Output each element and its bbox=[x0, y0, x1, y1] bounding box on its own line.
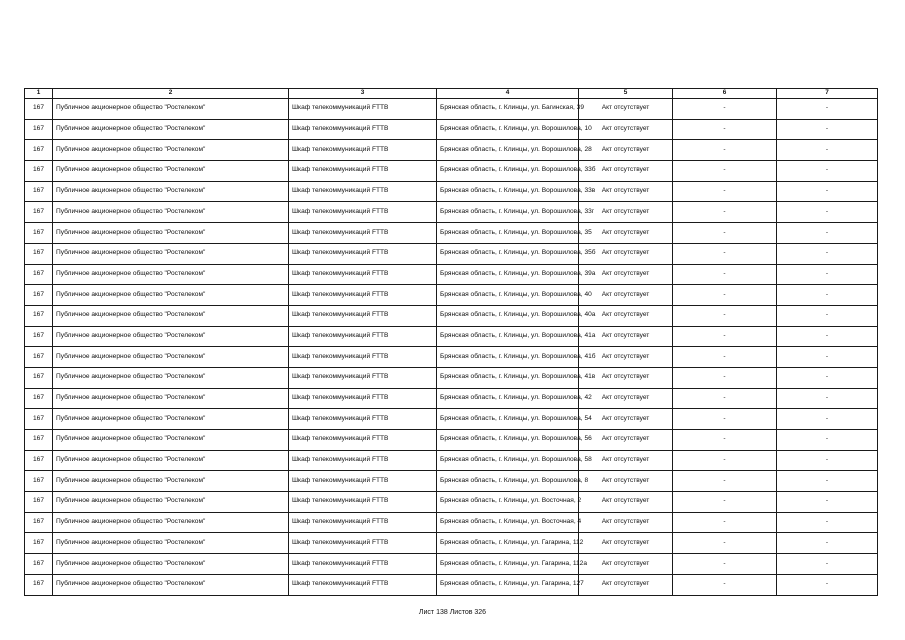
column-6-value-cell: - bbox=[673, 450, 777, 471]
organization-name-cell: Публичное акционерное общество "Ростелеком" bbox=[53, 223, 289, 244]
act-status-cell: Акт отсутствует bbox=[579, 554, 673, 575]
table-body bbox=[25, 99, 878, 596]
address-cell: Брянская область, г. Клинцы, ул. Гагарина, 112 bbox=[437, 533, 579, 554]
organization-name-cell: Публичное акционерное общество "Ростелеком" bbox=[53, 140, 289, 161]
table-row bbox=[25, 409, 878, 430]
object-type-cell: Шкаф телекоммуникаций FTTB bbox=[289, 202, 437, 223]
address-cell: Брянская область, г. Клинцы, ул. Гагарина, 127 bbox=[437, 574, 579, 595]
column-6-value-cell: - bbox=[673, 492, 777, 513]
act-status-cell: Акт отсутствует bbox=[579, 305, 673, 326]
column-7-value-cell: - bbox=[777, 285, 878, 306]
act-status-cell: Акт отсутствует bbox=[579, 161, 673, 182]
header-cell-6: 6 bbox=[673, 89, 777, 99]
act-status-cell: Акт отсутствует bbox=[579, 450, 673, 471]
act-status-cell: Акт отсутствует bbox=[579, 181, 673, 202]
table-row bbox=[25, 450, 878, 471]
object-type-cell: Шкаф телекоммуникаций FTTB bbox=[289, 326, 437, 347]
table-row bbox=[25, 430, 878, 451]
object-type-cell: Шкаф телекоммуникаций FTTB bbox=[289, 161, 437, 182]
act-status-cell: Акт отсутствует bbox=[579, 574, 673, 595]
column-6-value-cell: - bbox=[673, 554, 777, 575]
act-status-cell: Акт отсутствует bbox=[579, 285, 673, 306]
column-6-value-cell: - bbox=[673, 326, 777, 347]
organization-name-cell: Публичное акционерное общество "Ростелеком" bbox=[53, 554, 289, 575]
column-7-value-cell: - bbox=[777, 99, 878, 120]
table-row bbox=[25, 347, 878, 368]
table-row bbox=[25, 202, 878, 223]
header-cell-2: 2 bbox=[53, 89, 289, 99]
act-status-cell: Акт отсутствует bbox=[579, 202, 673, 223]
object-type-cell: Шкаф телекоммуникаций FTTB bbox=[289, 492, 437, 513]
column-6-value-cell: - bbox=[673, 305, 777, 326]
column-7-value-cell: - bbox=[777, 181, 878, 202]
header-cell-5: 5 bbox=[579, 89, 673, 99]
table-row bbox=[25, 305, 878, 326]
table-row bbox=[25, 471, 878, 492]
address-cell: Брянская область, г. Клинцы, ул. Ворошилова, 40 bbox=[437, 285, 579, 306]
organization-name-cell: Публичное акционерное общество "Ростелеком" bbox=[53, 243, 289, 264]
registry-number-cell: 167 bbox=[25, 450, 53, 471]
registry-number-cell: 167 bbox=[25, 202, 53, 223]
registry-number-cell: 167 bbox=[25, 492, 53, 513]
registry-number-cell: 167 bbox=[25, 512, 53, 533]
table-row bbox=[25, 574, 878, 595]
registry-number-cell: 167 bbox=[25, 119, 53, 140]
organization-name-cell: Публичное акционерное общество "Ростелеком" bbox=[53, 285, 289, 306]
column-6-value-cell: - bbox=[673, 347, 777, 368]
column-6-value-cell: - bbox=[673, 512, 777, 533]
column-7-value-cell: - bbox=[777, 326, 878, 347]
address-cell: Брянская область, г. Клинцы, ул. Ворошилова, 28 bbox=[437, 140, 579, 161]
column-7-value-cell: - bbox=[777, 492, 878, 513]
column-6-value-cell: - bbox=[673, 119, 777, 140]
object-type-cell: Шкаф телекоммуникаций FTTB bbox=[289, 533, 437, 554]
object-type-cell: Шкаф телекоммуникаций FTTB bbox=[289, 388, 437, 409]
table-row bbox=[25, 533, 878, 554]
act-status-cell: Акт отсутствует bbox=[579, 243, 673, 264]
column-7-value-cell: - bbox=[777, 305, 878, 326]
object-type-cell: Шкаф телекоммуникаций FTTB bbox=[289, 347, 437, 368]
page-counter: Лист 138 Листов 326 bbox=[418, 609, 487, 616]
column-6-value-cell: - bbox=[673, 223, 777, 244]
address-cell: Брянская область, г. Клинцы, ул. Багинская, 39 bbox=[437, 99, 579, 120]
registry-number-cell: 167 bbox=[25, 243, 53, 264]
organization-name-cell: Публичное акционерное общество "Ростелеком" bbox=[53, 264, 289, 285]
address-cell: Брянская область, г. Клинцы, ул. Ворошилова, 41б bbox=[437, 347, 579, 368]
column-7-value-cell: - bbox=[777, 264, 878, 285]
act-status-cell: Акт отсутствует bbox=[579, 533, 673, 554]
table-row bbox=[25, 554, 878, 575]
table-row bbox=[25, 285, 878, 306]
act-status-cell: Акт отсутствует bbox=[579, 492, 673, 513]
organization-name-cell: Публичное акционерное общество "Ростелеком" bbox=[53, 471, 289, 492]
organization-name-cell: Публичное акционерное общество "Ростелеком" bbox=[53, 161, 289, 182]
column-6-value-cell: - bbox=[673, 140, 777, 161]
registry-number-cell: 167 bbox=[25, 388, 53, 409]
act-status-cell: Акт отсутствует bbox=[579, 409, 673, 430]
registry-number-cell: 167 bbox=[25, 223, 53, 244]
act-status-cell: Акт отсутствует bbox=[579, 140, 673, 161]
registry-number-cell: 167 bbox=[25, 533, 53, 554]
header-cell-1: 1 bbox=[25, 89, 53, 99]
registry-number-cell: 167 bbox=[25, 367, 53, 388]
act-status-cell: Акт отсутствует bbox=[579, 430, 673, 451]
column-6-value-cell: - bbox=[673, 367, 777, 388]
object-type-cell: Шкаф телекоммуникаций FTTB bbox=[289, 367, 437, 388]
address-cell: Брянская область, г. Клинцы, ул. Ворошилова, 33г bbox=[437, 202, 579, 223]
column-7-value-cell: - bbox=[777, 388, 878, 409]
column-7-value-cell: - bbox=[777, 512, 878, 533]
address-cell: Брянская область, г. Клинцы, ул. Восточная, 4 bbox=[437, 512, 579, 533]
table-row bbox=[25, 181, 878, 202]
address-cell: Брянская область, г. Клинцы, ул. Ворошилова, 58 bbox=[437, 450, 579, 471]
object-type-cell: Шкаф телекоммуникаций FTTB bbox=[289, 285, 437, 306]
organization-name-cell: Публичное акционерное общество "Ростелеком" bbox=[53, 388, 289, 409]
act-status-cell: Акт отсутствует bbox=[579, 367, 673, 388]
organization-name-cell: Публичное акционерное общество "Ростелеком" bbox=[53, 430, 289, 451]
column-7-value-cell: - bbox=[777, 450, 878, 471]
column-6-value-cell: - bbox=[673, 99, 777, 120]
table-row bbox=[25, 512, 878, 533]
column-7-value-cell: - bbox=[777, 430, 878, 451]
organization-name-cell: Публичное акционерное общество "Ростелеком" bbox=[53, 347, 289, 368]
column-6-value-cell: - bbox=[673, 264, 777, 285]
registry-number-cell: 167 bbox=[25, 140, 53, 161]
table-row bbox=[25, 243, 878, 264]
column-6-value-cell: - bbox=[673, 409, 777, 430]
registry-number-cell: 167 bbox=[25, 471, 53, 492]
registry-table bbox=[24, 88, 878, 596]
column-7-value-cell: - bbox=[777, 161, 878, 182]
object-type-cell: Шкаф телекоммуникаций FTTB bbox=[289, 409, 437, 430]
column-7-value-cell: - bbox=[777, 554, 878, 575]
column-6-value-cell: - bbox=[673, 574, 777, 595]
registry-number-cell: 167 bbox=[25, 326, 53, 347]
column-6-value-cell: - bbox=[673, 243, 777, 264]
address-cell: Брянская область, г. Клинцы, ул. Ворошилова, 33в bbox=[437, 181, 579, 202]
object-type-cell: Шкаф телекоммуникаций FTTB bbox=[289, 430, 437, 451]
column-6-value-cell: - bbox=[673, 161, 777, 182]
act-status-cell: Акт отсутствует bbox=[579, 471, 673, 492]
object-type-cell: Шкаф телекоммуникаций FTTB bbox=[289, 574, 437, 595]
registry-number-cell: 167 bbox=[25, 285, 53, 306]
column-7-value-cell: - bbox=[777, 533, 878, 554]
object-type-cell: Шкаф телекоммуникаций FTTB bbox=[289, 140, 437, 161]
column-7-value-cell: - bbox=[777, 119, 878, 140]
registry-number-cell: 167 bbox=[25, 554, 53, 575]
address-cell: Брянская область, г. Клинцы, ул. Ворошилова, 56 bbox=[437, 430, 579, 451]
organization-name-cell: Публичное акционерное общество "Ростелеком" bbox=[53, 574, 289, 595]
table-row bbox=[25, 492, 878, 513]
table-row bbox=[25, 99, 878, 120]
address-cell: Брянская область, г. Клинцы, ул. Ворошилова, 41в bbox=[437, 367, 579, 388]
address-cell: Брянская область, г. Клинцы, ул. Ворошилова, 8 bbox=[437, 471, 579, 492]
act-status-cell: Акт отсутствует bbox=[579, 264, 673, 285]
object-type-cell: Шкаф телекоммуникаций FTTB bbox=[289, 512, 437, 533]
registry-number-cell: 167 bbox=[25, 99, 53, 120]
act-status-cell: Акт отсутствует bbox=[579, 119, 673, 140]
object-type-cell: Шкаф телекоммуникаций FTTB bbox=[289, 119, 437, 140]
column-7-value-cell: - bbox=[777, 202, 878, 223]
header-cell-4: 4 bbox=[437, 89, 579, 99]
object-type-cell: Шкаф телекоммуникаций FTTB bbox=[289, 305, 437, 326]
organization-name-cell: Публичное акционерное общество "Ростелеком" bbox=[53, 305, 289, 326]
table-row bbox=[25, 326, 878, 347]
act-status-cell: Акт отсутствует bbox=[579, 388, 673, 409]
column-7-value-cell: - bbox=[777, 574, 878, 595]
column-6-value-cell: - bbox=[673, 202, 777, 223]
organization-name-cell: Публичное акционерное общество "Ростелеком" bbox=[53, 492, 289, 513]
organization-name-cell: Публичное акционерное общество "Ростелеком" bbox=[53, 367, 289, 388]
act-status-cell: Акт отсутствует bbox=[579, 99, 673, 120]
address-cell: Брянская область, г. Клинцы, ул. Ворошилова, 40а bbox=[437, 305, 579, 326]
organization-name-cell: Публичное акционерное общество "Ростелеком" bbox=[53, 533, 289, 554]
table-row bbox=[25, 264, 878, 285]
address-cell: Брянская область, г. Клинцы, ул. Ворошилова, 41а bbox=[437, 326, 579, 347]
table-header bbox=[25, 89, 878, 99]
address-cell: Брянская область, г. Клинцы, ул. Ворошилова, 39а bbox=[437, 264, 579, 285]
object-type-cell: Шкаф телекоммуникаций FTTB bbox=[289, 554, 437, 575]
object-type-cell: Шкаф телекоммуникаций FTTB bbox=[289, 450, 437, 471]
act-status-cell: Акт отсутствует bbox=[579, 223, 673, 244]
organization-name-cell: Публичное акционерное общество "Ростелеком" bbox=[53, 99, 289, 120]
address-cell: Брянская область, г. Клинцы, ул. Ворошилова, 33б bbox=[437, 161, 579, 182]
table-row bbox=[25, 119, 878, 140]
table-row bbox=[25, 161, 878, 182]
table-row bbox=[25, 367, 878, 388]
table-row bbox=[25, 223, 878, 244]
act-status-cell: Акт отсутствует bbox=[579, 512, 673, 533]
column-7-value-cell: - bbox=[777, 223, 878, 244]
registry-number-cell: 167 bbox=[25, 409, 53, 430]
organization-name-cell: Публичное акционерное общество "Ростелеком" bbox=[53, 450, 289, 471]
column-7-value-cell: - bbox=[777, 471, 878, 492]
address-cell: Брянская область, г. Клинцы, ул. Ворошилова, 35б bbox=[437, 243, 579, 264]
address-cell: Брянская область, г. Клинцы, ул. Ворошилова, 42 bbox=[437, 388, 579, 409]
organization-name-cell: Публичное акционерное общество "Ростелеком" bbox=[53, 202, 289, 223]
column-7-value-cell: - bbox=[777, 243, 878, 264]
object-type-cell: Шкаф телекоммуникаций FTTB bbox=[289, 181, 437, 202]
table-row bbox=[25, 388, 878, 409]
object-type-cell: Шкаф телекоммуникаций FTTB bbox=[289, 264, 437, 285]
column-6-value-cell: - bbox=[673, 471, 777, 492]
column-7-value-cell: - bbox=[777, 409, 878, 430]
column-7-value-cell: - bbox=[777, 140, 878, 161]
object-type-cell: Шкаф телекоммуникаций FTTB bbox=[289, 99, 437, 120]
act-status-cell: Акт отсутствует bbox=[579, 347, 673, 368]
column-6-value-cell: - bbox=[673, 533, 777, 554]
object-type-cell: Шкаф телекоммуникаций FTTB bbox=[289, 471, 437, 492]
column-6-value-cell: - bbox=[673, 285, 777, 306]
address-cell: Брянская область, г. Клинцы, ул. Восточная, 2 bbox=[437, 492, 579, 513]
address-cell: Брянская область, г. Клинцы, ул. Ворошилова, 54 bbox=[437, 409, 579, 430]
header-cell-7: 7 bbox=[777, 89, 878, 99]
object-type-cell: Шкаф телекоммуникаций FTTB bbox=[289, 223, 437, 244]
registry-number-cell: 167 bbox=[25, 264, 53, 285]
organization-name-cell: Публичное акционерное общество "Ростелеком" bbox=[53, 409, 289, 430]
registry-number-cell: 167 bbox=[25, 430, 53, 451]
address-cell: Брянская область, г. Клинцы, ул. Гагарина, 112а bbox=[437, 554, 579, 575]
registry-number-cell: 167 bbox=[25, 347, 53, 368]
column-7-value-cell: - bbox=[777, 367, 878, 388]
registry-number-cell: 167 bbox=[25, 161, 53, 182]
column-6-value-cell: - bbox=[673, 388, 777, 409]
column-6-value-cell: - bbox=[673, 181, 777, 202]
object-type-cell: Шкаф телекоммуникаций FTTB bbox=[289, 243, 437, 264]
registry-number-cell: 167 bbox=[25, 574, 53, 595]
address-cell: Брянская область, г. Клинцы, ул. Ворошилова, 35 bbox=[437, 223, 579, 244]
organization-name-cell: Публичное акционерное общество "Ростелеком" bbox=[53, 119, 289, 140]
organization-name-cell: Публичное акционерное общество "Ростелеком" bbox=[53, 326, 289, 347]
column-6-value-cell: - bbox=[673, 430, 777, 451]
address-cell: Брянская область, г. Клинцы, ул. Ворошилова, 10 bbox=[437, 119, 579, 140]
header-cell-3: 3 bbox=[289, 89, 437, 99]
column-7-value-cell: - bbox=[777, 347, 878, 368]
table-row bbox=[25, 140, 878, 161]
registry-number-cell: 167 bbox=[25, 305, 53, 326]
organization-name-cell: Публичное акционерное общество "Ростелеком" bbox=[53, 181, 289, 202]
act-status-cell: Акт отсутствует bbox=[579, 326, 673, 347]
organization-name-cell: Публичное акционерное общество "Ростелеком" bbox=[53, 512, 289, 533]
registry-number-cell: 167 bbox=[25, 181, 53, 202]
header-row bbox=[25, 89, 878, 99]
